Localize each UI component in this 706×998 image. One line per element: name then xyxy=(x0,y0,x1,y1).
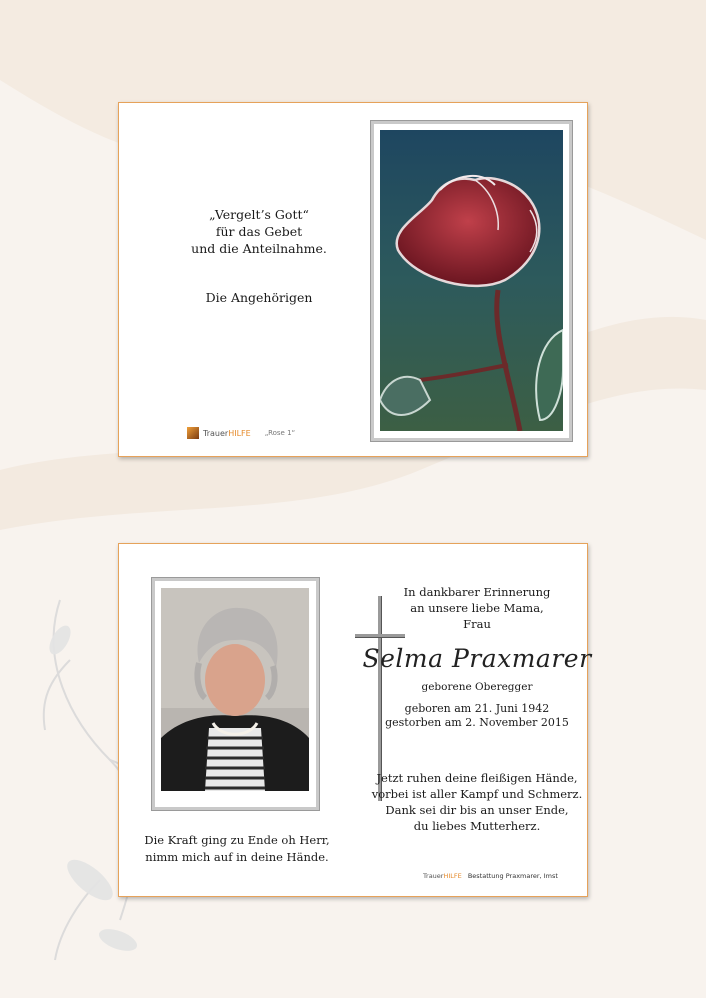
signoff-text: Die Angehörigen xyxy=(205,290,313,305)
quote-line-1: Die Kraft ging zu Ende oh Herr, xyxy=(144,833,330,847)
poem-line-3: Dank sei dir bis an unser Ende, xyxy=(385,803,569,817)
thanks-line-3: und die Anteilnahme. xyxy=(191,241,327,256)
thanks-line-1: „Vergelt’s Gott“ xyxy=(209,207,309,222)
birth-name: geborene Oberegger xyxy=(421,681,533,693)
memory-line-3: Frau xyxy=(463,617,491,631)
memory-line-2: an unsere liebe Mama, xyxy=(410,601,544,615)
poem-line-1: Jetzt ruhen deine fleißigen Hände, xyxy=(376,771,578,785)
memory-line-1: In dankbarer Erinnerung xyxy=(403,585,551,599)
trauerhilfe-logo xyxy=(187,427,295,439)
life-dates xyxy=(377,702,577,730)
deceased-name: Selma Praxmarer xyxy=(362,644,592,673)
portrait-image xyxy=(161,588,309,791)
thanks-line-2: für das Gebet xyxy=(215,224,303,239)
funeral-home-name: Bestattung Praxmarer, Imst xyxy=(467,872,558,880)
thank-you-card-front xyxy=(118,102,588,457)
funeral-home-footer xyxy=(423,872,558,880)
poem-line-4: du liebes Mutterherz. xyxy=(413,819,541,833)
design-name: „Rose 1“ xyxy=(264,429,296,437)
birth-date: geboren am 21. Juni 1942 xyxy=(404,702,550,715)
thanks-text xyxy=(149,206,369,257)
brand-part-2: HILFE xyxy=(228,428,251,438)
quote-text xyxy=(137,832,337,866)
footer-brand-part-1: Trauer xyxy=(423,872,444,880)
footer-brand-part-2: HILFE xyxy=(443,872,462,880)
poem-line-2: vorbei ist aller Kampf und Schmerz. xyxy=(371,787,583,801)
brand-part-1: Trauer xyxy=(203,428,229,438)
portrait-photo-frame xyxy=(151,577,320,811)
rose-image xyxy=(380,130,563,431)
memorial-card-inner xyxy=(118,543,592,897)
logo-icon xyxy=(187,427,199,439)
rose-photo-frame xyxy=(370,120,573,442)
poem-text xyxy=(359,770,595,834)
quote-line-2: nimm mich auf in deine Hände. xyxy=(145,850,329,864)
memory-text xyxy=(377,584,577,632)
death-date: gestorben am 2. November 2015 xyxy=(385,716,569,729)
